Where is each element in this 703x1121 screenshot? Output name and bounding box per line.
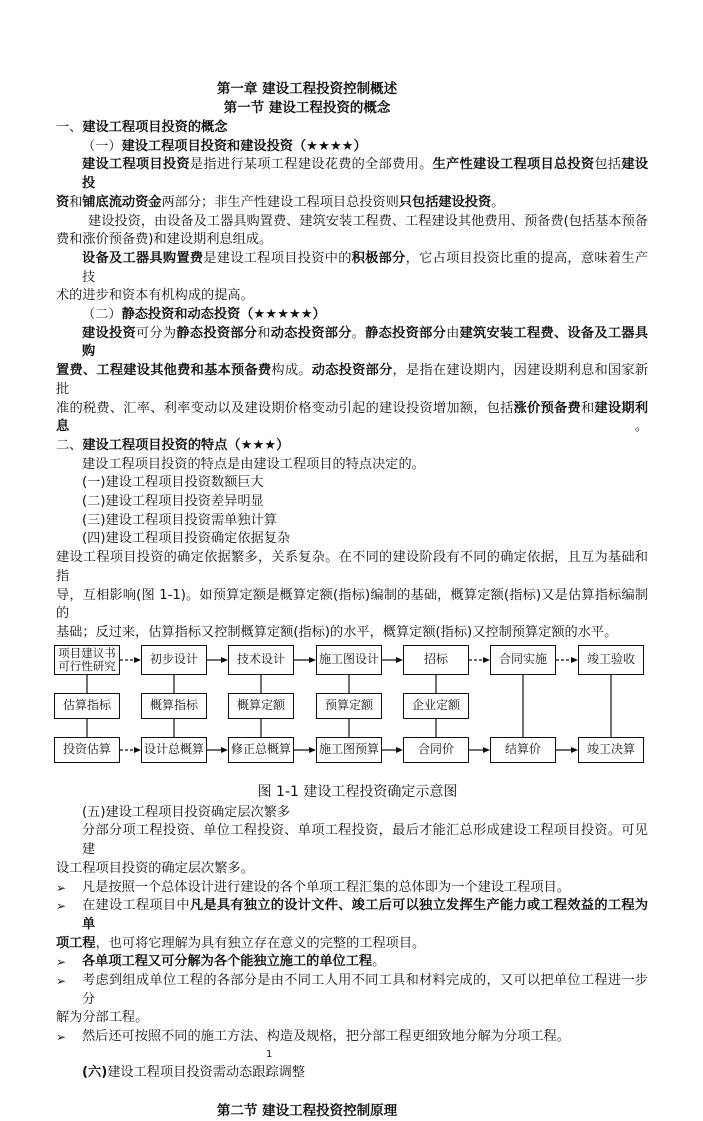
figure-caption: 图 1-1 建设工程投资确定示意图 [257,783,458,800]
arrowhead-icon [309,657,316,663]
text-line [56,587,648,624]
bold-text: 项工程 [56,935,96,951]
arrowhead-icon [483,657,490,663]
diagram-box-top: 项目建议书可行性研究 [54,645,120,675]
arrowhead-icon [134,747,141,753]
diagram-box-top: 初步设计 [141,645,207,675]
bold-text: 各单项工程又可分解为各个能独立施工的单位工程 [82,954,373,970]
text-line [56,549,648,586]
text: 术的进步和资本有机构成的提高。 [56,288,254,304]
text-line [82,512,648,531]
text: (三)建设工程项目投资需单独计算 [82,512,277,528]
text: 准的税费、汇率、利率变动以及建设期价格变动引起的建设投资增加额，包括 [56,400,514,416]
bullet-item [0,972,703,1009]
arrowhead-icon [396,657,403,663]
diagram-box-bottom: 竣工决算 [578,737,644,763]
text-line [82,250,648,287]
diagram-box-top: 技术设计 [228,645,294,675]
diagram-box-top: 竣工验收 [578,645,644,675]
section-title: 第一章 建设工程投资控制概述 [216,81,398,97]
text-line [56,860,648,879]
diagram-box-top: 招标 [403,645,469,675]
bold-text: 静态投资和动态投资（★★★★★） [121,307,326,323]
text-line [82,474,648,493]
text-line [88,213,648,232]
text: (五)建设工程项目投资确定层次繁多 [82,804,291,820]
bold-text: 建设工程项目投资的特点（★★★） [82,437,290,453]
text-line [82,156,648,193]
bold-text: 建设投资 [82,325,136,341]
text-line [56,287,648,306]
text: 可分为 [135,325,177,341]
text: (四)建设工程项目投资确定依据复杂 [82,531,291,547]
diagram-box-bottom: 合同价 [403,737,469,763]
diagram-box-bottom: 施工图预算 [316,737,382,763]
text: (二)建设工程项目投资差异明显 [82,494,264,510]
bold-text: 生产性建设工程项目总投资 [432,157,595,173]
text: 。 [491,194,505,210]
diagram-box-bottom: 结算价 [490,737,556,763]
bold-text: 设备及工器具购置费 [82,250,204,266]
text-line [82,306,648,325]
text: 。 [351,325,366,341]
bold-text: 建设期利息 [56,400,649,435]
text: 是指进行某项工程建设花费的全部费用。 [189,157,433,173]
text: 导，互相影响(图 1-1)。如预算定额是概算定额(指标)编制的基础，概算定额(指标)又是估算指标编制的 [56,587,648,622]
diagram-box-bottom: 修正总概算 [228,737,294,763]
text-line [56,194,648,213]
text: 构成。 [271,363,312,379]
bullet-arrow-icon: ➢ [56,880,67,895]
text: 是建设工程项目投资中的 [203,250,352,266]
bold-text: 动态投资部分 [270,325,352,341]
bold-text: 建设工程项目投资 [82,157,190,173]
text-line [56,231,648,250]
text-line [82,822,648,859]
bold-text: 铺底流动资金 [82,194,162,210]
arrowhead-icon [221,657,228,663]
diagram-box-bottom: 投资估算 [54,737,120,763]
bold-text: 涨价预备费 [513,400,581,416]
text: 凡是按照一个总体设计进行建设的各个单项工程汇集的总体即为一个建设工程项目。 [82,879,570,895]
text-line [82,1064,648,1083]
bold-text: 只包括建设投资 [398,194,492,210]
text: 由 [446,325,460,341]
diagram-box-middle: 概算定额 [228,693,294,719]
bullet-item [0,897,703,934]
bullet-item [0,953,703,972]
diagram-box-middle: 预算定额 [316,693,382,719]
text: （二） [82,307,122,323]
text: 和 [69,194,83,210]
text: 建设工程项目投资的确定依据繁多，关系复杂。在不同的建设阶段有不同的确定依据，且互为基础和指 [56,550,648,584]
arrowhead-icon [571,747,578,753]
text-line [82,897,648,934]
diagram-box-top: 合同实施 [490,645,556,675]
text-line [82,138,648,157]
bullet-item [0,1028,703,1047]
text-line [82,972,648,1009]
arrowhead-icon [571,657,578,663]
arrowhead-icon [396,747,403,753]
text: 包括 [594,157,622,173]
text: 分部分项工程投资、单位工程投资、单项工程投资，最后才能汇总形成建设工程项目投资。可见建 [82,823,648,858]
text: ，是指在建设期内，因建设期利息和国家新批 [56,363,649,397]
text: (一)建设工程项目投资数额巨大 [82,475,264,491]
text-line [56,1009,648,1028]
bullet-arrow-icon: ➢ [56,1030,67,1045]
bullet-arrow-icon: ➢ [56,955,67,970]
text: 设工程项目投资的确定层次繁多。 [56,860,254,876]
text-line [56,437,648,456]
bold-text: 置费、工程建设其他费和基本预备费 [56,363,272,379]
text: 二、 [56,437,83,453]
text-line [82,493,648,512]
bold-text: 积极部分 [351,250,406,266]
bold-text: 静态投资部分 [176,325,258,341]
bold-text: 建设工程项目投资的概念 [82,120,228,135]
text: 在建设工程项目中 [82,898,190,914]
text: 。 [372,954,386,970]
text-line [56,935,648,954]
bold-text: 静态投资部分 [365,325,447,341]
text-line [56,119,648,138]
bold-text: 动态投资部分 [311,363,393,379]
text-line [82,804,648,823]
text: 和 [580,400,595,416]
section-title: 第二节 建设工程投资控制原理 [216,1102,398,1119]
text-line [56,400,648,437]
investment-determination-diagram [0,643,703,782]
text: ，也可将它理解为具有独立存在意义的完整的工程项目。 [95,935,426,951]
diagram-box-middle: 估算指标 [54,693,120,719]
text: 。 [634,419,648,435]
text: 考虑到组成单位工程的各部分是由不同工人用不同工具和材料完成的，又可以把单位工程进一步分 [82,973,648,1007]
arrowhead-icon [309,747,316,753]
text: 和 [257,325,271,341]
text: 费和涨价预备费)和建设期利息组成。 [56,232,273,248]
text-line [82,953,648,972]
bullet-arrow-icon: ➢ [56,899,67,914]
arrowhead-icon [221,747,228,753]
bold-text: 建设投 [82,157,649,192]
text: 一、 [56,120,83,135]
bullet-arrow-icon: ➢ [56,974,67,989]
section-title: 第一节 建设工程投资的概念 [223,100,391,116]
bold-text: 资 [56,194,70,210]
text: 两部分；非生产性建设工程项目总投资则 [161,194,399,210]
text-line [82,456,648,475]
text: 建设工程项目投资的特点是由建设工程项目的特点决定的。 [82,456,425,472]
text-line [56,624,648,643]
bullet-item [0,879,703,898]
text-line [82,879,648,898]
text: ，它占项目投资比重的提高，意味着生产技 [82,250,649,285]
page-number: 1 [266,1048,273,1060]
bold-text: 建筑安装工程费、设备及工器具购 [82,325,649,360]
bold-text: 建设工程项目投资和建设投资（★★★★） [121,138,367,154]
diagram-box-bottom: 设计总概算 [141,737,207,763]
arrowhead-icon [483,747,490,753]
diagram-box-top: 施工图设计 [316,645,382,675]
diagram-box-middle: 企业定额 [403,693,469,719]
text: 解为分部工程。 [56,1010,149,1026]
text-line [82,1028,648,1047]
text-line [56,362,648,399]
text: 基础；反过来，估算指标又控制概算定额(指标)的水平，概算定额(指标)又控制预算定额的水平。 [56,624,618,640]
text: （一） [82,138,122,154]
text: 建设投资，由设备及工器具购置费、建筑安装工程费、工程建设其他费用、预备费(包括基本预备 [88,213,648,229]
text-line [82,530,648,549]
bold-text: 凡是具有独立的设计文件、竣工后可以独立发挥生产能力或工程效益的工程为单 [82,898,649,932]
bold-text: (六) [82,1064,108,1080]
text: 建设工程项目投资需动态跟踪调整 [107,1064,306,1080]
arrowhead-icon [134,657,141,663]
text: 然后还可按照不同的施工方法、构造及规格，把分部工程更细致地分解为分项工程。 [82,1029,570,1045]
diagram-box-middle: 概算指标 [141,693,207,719]
text-line [82,325,648,362]
